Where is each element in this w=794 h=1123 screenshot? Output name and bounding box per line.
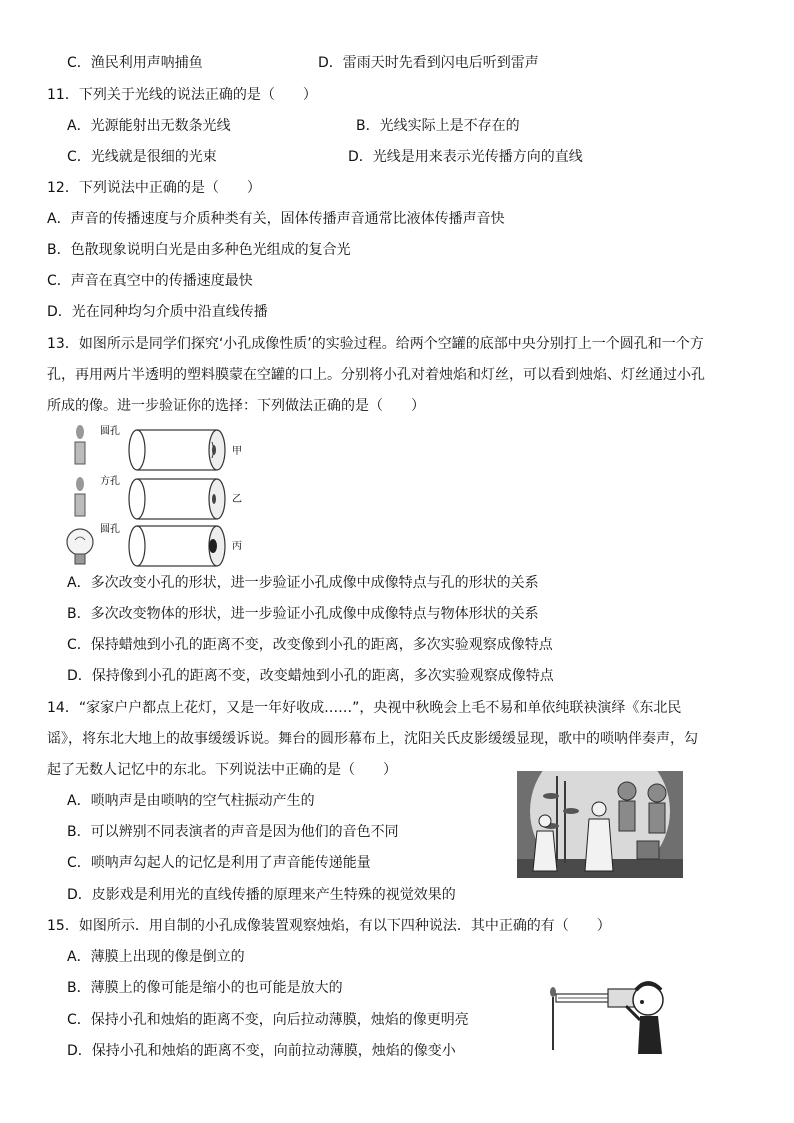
q14-option-c: C．唢呐声勾起人的记忆是利用了声音能传递能量: [67, 855, 371, 871]
q13-stem-line1: 13．如图所示是同学们探究‘小孔成像性质’的实验过程。给两个空罐的底部中央分别打上一个圆孔和一个方: [47, 336, 704, 352]
stage-performance-photo: [517, 771, 683, 878]
q13-stem-line2: 孔，再用两片半透明的塑料膜蒙在空罐的口上。分别将小孔对着烛焰和灯丝，可以看到烛焰、灯丝通过小孔: [47, 367, 705, 383]
q12-option-c: C．声音在真空中的传播速度最快: [47, 273, 253, 289]
q15-option-b: B．薄膜上的像可能是缩小的也可能是放大的: [67, 980, 343, 996]
q13-option-a: A．多次改变小孔的形状，进一步验证小孔成像中成像特点与孔的形状的关系: [67, 575, 539, 591]
can-bing: [129, 526, 225, 566]
q15-option-c: C．保持小孔和烛焰的距离不变，向后拉动薄膜，烛焰的像更明亮: [67, 1012, 469, 1028]
light-bulb-icon: [67, 529, 93, 564]
q12-stem: 12．下列说法中正确的是（ ）: [47, 180, 261, 196]
q14-stem-line3: 起了无数人记忆中的东北。下列说法中正确的是（ ）: [47, 762, 397, 778]
q11-stem: 11．下列关于光线的说法正确的是（ ）: [47, 87, 317, 103]
q14-stem-line1: 14．“家家户户都点上花灯，又是一年好收成……”，央视中秋晚会上毛不易和单依纯联袂演绎《东北民: [47, 700, 682, 716]
can-tag-jia: 甲: [232, 446, 242, 457]
q13-option-b: B．多次改变物体的形状，进一步验证小孔成像中成像特点与物体形状的关系: [67, 606, 539, 622]
q13-option-c: C．保持蜡烛到小孔的距离不变，改变像到小孔的距离，多次实验观察成像特点: [67, 637, 553, 653]
pinhole-viewer-figure: [548, 972, 672, 1056]
pinhole-cans-figure: [62, 422, 252, 572]
can-jia: [129, 430, 225, 470]
q14-option-b: B．可以辨别不同表演者的声音是因为他们的音色不同: [67, 824, 399, 840]
q12-option-d: D．光在同种均匀介质中沿直线传播: [47, 304, 268, 320]
q15-option-a: A．薄膜上出现的像是倒立的: [67, 949, 245, 965]
q12-option-a: A．声音的传播速度与介质种类有关，固体传播声音通常比液体传播声音快: [47, 211, 505, 227]
q11-option-d: D．光线是用来表示光传播方向的直线: [348, 149, 583, 165]
q12-option-b: B．色散现象说明白光是由多种色光组成的复合光: [47, 242, 351, 258]
q13-stem-line3: 所成的像。进一步验证你的选择：下列做法正确的是（ ）: [47, 398, 425, 414]
q14-option-a: A．唢呐声是由唢呐的空气柱振动产生的: [67, 793, 315, 809]
q13-option-d: D．保持像到小孔的距离不变，改变蜡烛到小孔的距离，多次实验观察成像特点: [67, 668, 554, 684]
q15-option-d: D．保持小孔和烛焰的距离不变，向前拉动薄膜，烛焰的像变小: [67, 1043, 456, 1059]
q11-option-c: C．光线就是很细的光束: [67, 149, 217, 165]
q10-option-c: C．渔民利用声呐捕鱼: [67, 55, 203, 71]
q14-option-d: D．皮影戏是利用光的直线传播的原理来产生特殊的视觉效果的: [67, 887, 456, 903]
can-tag-yi: 乙: [232, 494, 242, 505]
hole-label-3: 圆孔: [100, 524, 120, 535]
can-yi: [129, 479, 225, 519]
hole-label-2: 方孔: [100, 476, 120, 487]
can-tag-bing: 丙: [232, 541, 242, 552]
q10-option-d: D．雷雨天时先看到闪电后听到雷声: [318, 55, 539, 71]
q15-stem: 15．如图所示．用自制的小孔成像装置观察烛焰，有以下四种说法．其中正确的有（ ）: [47, 918, 611, 934]
hole-label-1: 圆孔: [100, 426, 120, 437]
q11-option-b: B．光线实际上是不存在的: [356, 118, 520, 134]
candle-icon: [75, 425, 85, 464]
q11-option-a: A．光源能射出无数条光线: [67, 118, 231, 134]
q14-stem-line2: 谣》，将东北大地上的故事缓缓诉说。舞台的圆形幕布上，沈阳关氏皮影缓缓显现，歌中的唢呐伴奏声，勾: [47, 731, 698, 747]
candle-icon: [75, 477, 85, 516]
